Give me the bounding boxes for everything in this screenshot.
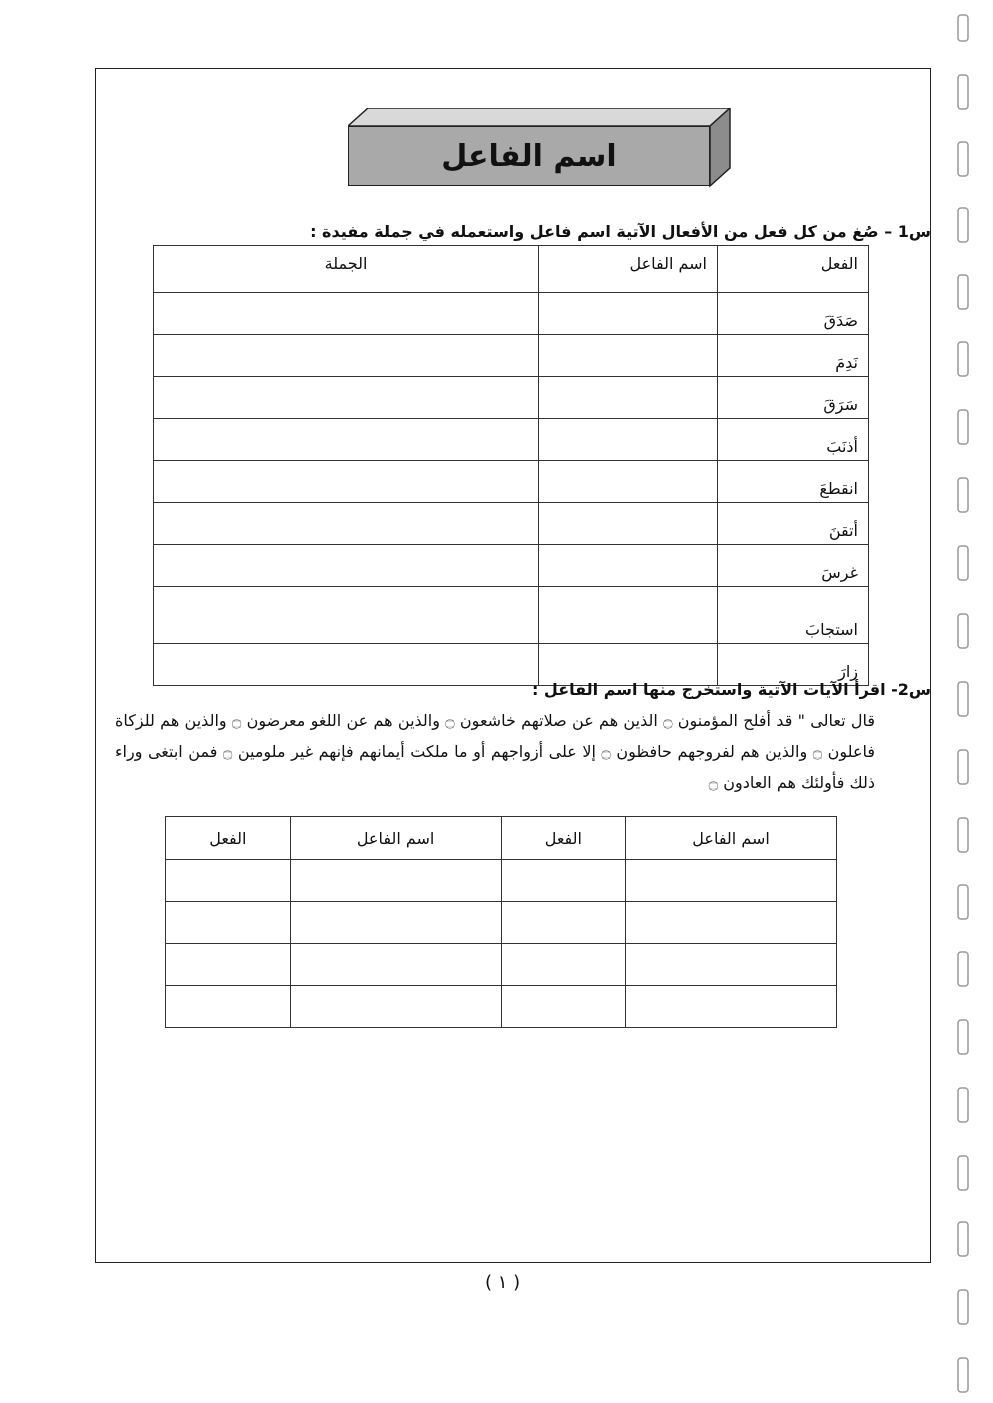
quran-verse-passage: قال تعالى " قد أفلح المؤمنون ۝ الذين هم عن صلاتهم خاشعون ۝ والذين هم عن اللغو معرضون ۝ والذين هم للزكاة فاعلون ۝ والذين هم لفروجهم حافظون ۝ إلا على أزواجهم أو ما ملكت أيمانهم فإنهم غير ملومين ۝ فمن ابتغى وراء ذلك فأولئك هم العادون ۝ bbox=[115, 711, 876, 792]
q2-heading: س2- اقرأ الآيات الآتية واستخرج منها اسم الفاعل : bbox=[531, 680, 931, 699]
answer-cell[interactable] bbox=[501, 944, 626, 986]
answer-cell[interactable] bbox=[539, 503, 718, 545]
answer-cell[interactable] bbox=[501, 902, 626, 944]
verb-cell: نَدِمَ bbox=[718, 335, 869, 377]
table-row bbox=[166, 902, 837, 944]
answer-cell[interactable] bbox=[539, 461, 718, 503]
q1-heading: س1 – صُغ من كل فعل من الأفعال الآتية اسم فاعل واستعمله في جملة مفيدة : bbox=[310, 222, 931, 241]
table-row bbox=[154, 545, 869, 587]
answer-cell[interactable] bbox=[539, 545, 718, 587]
verb-cell: انقطعَ bbox=[718, 461, 869, 503]
table-row bbox=[166, 860, 837, 902]
sentence-cell[interactable] bbox=[154, 293, 539, 335]
answer-cell[interactable] bbox=[626, 860, 837, 902]
q1-table bbox=[153, 245, 869, 686]
binder-rings bbox=[952, 0, 982, 1403]
title-box-side bbox=[708, 108, 732, 188]
answer-cell[interactable] bbox=[539, 377, 718, 419]
verb-cell: غرسَ bbox=[718, 545, 869, 587]
sentence-cell[interactable] bbox=[154, 587, 539, 644]
header-sentence: الجملة bbox=[154, 246, 539, 293]
table-row bbox=[154, 461, 869, 503]
answer-cell[interactable] bbox=[501, 860, 626, 902]
title-box-top bbox=[348, 108, 730, 128]
sentence-cell[interactable] bbox=[154, 545, 539, 587]
sentence-cell[interactable] bbox=[154, 461, 539, 503]
table-row bbox=[154, 503, 869, 545]
title-box bbox=[348, 126, 710, 186]
answer-cell[interactable] bbox=[166, 902, 291, 944]
answer-cell[interactable] bbox=[290, 986, 501, 1028]
verb-cell: صَدَقَ bbox=[718, 293, 869, 335]
table-row bbox=[166, 944, 837, 986]
verb-cell: استجابَ bbox=[718, 587, 869, 644]
header-active-participle: اسم الفاعل bbox=[626, 817, 837, 860]
header-active-participle: اسم الفاعل bbox=[539, 246, 718, 293]
answer-cell[interactable] bbox=[166, 986, 291, 1028]
answer-cell[interactable] bbox=[626, 944, 837, 986]
answer-cell[interactable] bbox=[290, 860, 501, 902]
verb-cell: أتقنَ bbox=[718, 503, 869, 545]
answer-cell[interactable] bbox=[539, 587, 718, 644]
table-header-row bbox=[154, 246, 869, 293]
sentence-cell[interactable] bbox=[154, 419, 539, 461]
table-row bbox=[154, 293, 869, 335]
header-verb: الفعل bbox=[501, 817, 626, 860]
header-active-participle: اسم الفاعل bbox=[290, 817, 501, 860]
header-verb: الفعل bbox=[718, 246, 869, 293]
table-row bbox=[166, 986, 837, 1028]
table-row bbox=[154, 587, 869, 644]
table-header-row bbox=[166, 817, 837, 860]
answer-cell[interactable] bbox=[539, 335, 718, 377]
sentence-cell[interactable] bbox=[154, 644, 539, 686]
sentence-cell[interactable] bbox=[154, 377, 539, 419]
page-number: ( ١ ) bbox=[485, 1272, 521, 1293]
header-verb: الفعل bbox=[166, 817, 291, 860]
answer-cell[interactable] bbox=[539, 419, 718, 461]
page-title: اسم الفاعل bbox=[441, 138, 617, 174]
answer-cell[interactable] bbox=[166, 944, 291, 986]
table-row bbox=[154, 335, 869, 377]
answer-cell[interactable] bbox=[501, 986, 626, 1028]
q2-table bbox=[165, 816, 837, 1028]
verb-cell: أذنَبَ bbox=[718, 419, 869, 461]
sentence-cell[interactable] bbox=[154, 503, 539, 545]
verb-cell: زارَ bbox=[718, 644, 869, 686]
answer-cell[interactable] bbox=[626, 986, 837, 1028]
answer-cell[interactable] bbox=[166, 860, 291, 902]
table-row bbox=[154, 377, 869, 419]
answer-cell[interactable] bbox=[626, 902, 837, 944]
answer-cell[interactable] bbox=[290, 902, 501, 944]
answer-cell[interactable] bbox=[539, 293, 718, 335]
answer-cell[interactable] bbox=[290, 944, 501, 986]
verb-cell: سَرَقَ bbox=[718, 377, 869, 419]
table-row bbox=[154, 419, 869, 461]
sentence-cell[interactable] bbox=[154, 335, 539, 377]
